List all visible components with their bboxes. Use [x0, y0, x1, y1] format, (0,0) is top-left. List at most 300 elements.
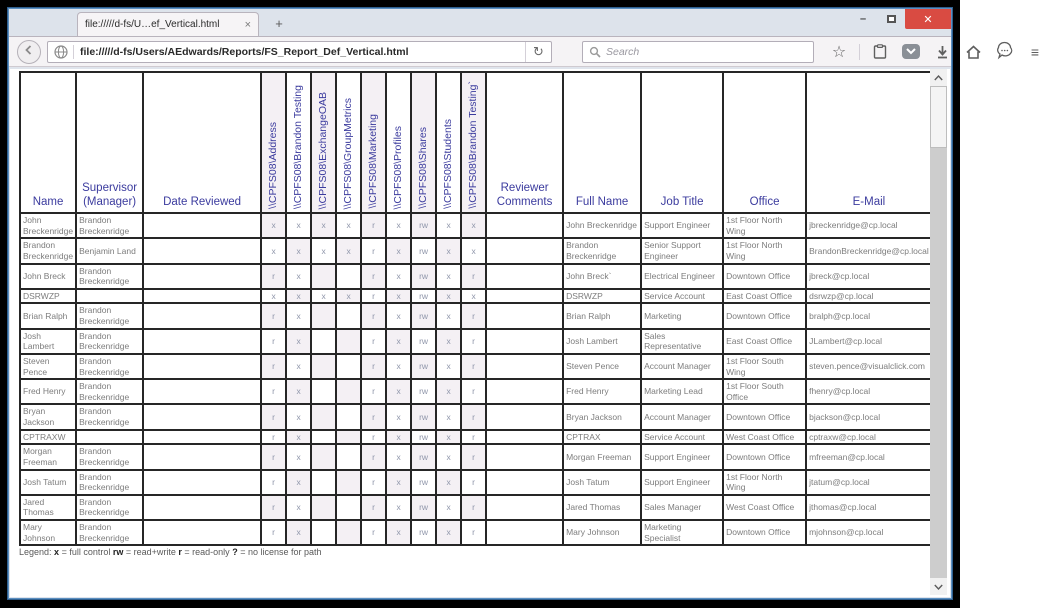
permission-cell: r [361, 520, 386, 545]
permission-cell: r [461, 404, 486, 429]
name-cell: Bryan Jackson [20, 404, 76, 429]
window-controls [849, 9, 951, 29]
legend: Legend: x = full control rw = read+write r = read-only ? = no license for path [19, 547, 322, 558]
permission-cell: rw [411, 404, 436, 429]
permission-cell [336, 329, 361, 354]
column-header: Date Reviewed [143, 72, 261, 213]
toolbar-separator [859, 44, 860, 60]
date-reviewed-cell [143, 264, 261, 289]
permission-cell: x [436, 354, 461, 379]
office-cell: Downtown Office [723, 264, 806, 289]
permission-cell [311, 430, 336, 445]
full-name-cell: Steven Pence [563, 354, 641, 379]
permission-cell: x [386, 430, 411, 445]
full-name-cell: Brandon Breckenridge [563, 238, 641, 263]
name-cell: Brandon Breckenridge [20, 238, 76, 263]
permission-cell: rw [411, 354, 436, 379]
reviewer-comments-cell [486, 379, 563, 404]
permission-cell: r [361, 404, 386, 429]
legend-symbol: ? [232, 547, 238, 558]
email-cell: JLambert@cp.local [806, 329, 932, 354]
permission-cell: x [386, 264, 411, 289]
email-cell: jbreckenridge@cp.local [806, 213, 932, 238]
job-title-cell: Marketing Specialist [641, 520, 723, 545]
table-row [20, 354, 932, 379]
permission-cell: rw [411, 289, 436, 304]
permission-cell: x [336, 213, 361, 238]
date-reviewed-cell [143, 520, 261, 545]
vertical-scrollbar[interactable] [930, 69, 947, 595]
share-path-label: \\CPFS08\ExchangeOAB [317, 91, 330, 209]
share-column-header [436, 72, 461, 213]
download-icon[interactable] [931, 41, 953, 63]
permission-cell: x [286, 354, 311, 379]
date-reviewed-cell [143, 430, 261, 445]
browser-tab[interactable] [77, 12, 259, 36]
email-cell: steven.pence@visualclick.com [806, 354, 932, 379]
job-title-cell: Service Account [641, 289, 723, 304]
new-tab-button[interactable]: + [275, 16, 283, 31]
office-cell: 1st Floor South Wing [723, 354, 806, 379]
name-cell: Fred Henry [20, 379, 76, 404]
share-column-header [386, 72, 411, 213]
close-button[interactable]: ✕ [905, 9, 951, 29]
date-reviewed-cell [143, 470, 261, 495]
permission-cell: rw [411, 303, 436, 328]
share-path-label: \\CPFS08\Shares [417, 127, 430, 209]
permission-cell: r [361, 354, 386, 379]
reviewer-comments-cell [486, 520, 563, 545]
permission-cell: r [261, 303, 286, 328]
report-table [19, 71, 933, 546]
column-header: Name [20, 72, 76, 213]
job-title-cell: Support Engineer [641, 470, 723, 495]
back-arrow-icon [23, 44, 35, 59]
permission-cell [311, 470, 336, 495]
browser-window [8, 8, 1040, 599]
job-title-cell: Service Account [641, 430, 723, 445]
permission-cell: x [436, 379, 461, 404]
table-row [20, 495, 932, 520]
permission-cell: x [386, 213, 411, 238]
permission-cell: x [386, 444, 411, 469]
supervisor-cell [76, 430, 143, 445]
share-path-label: \\CPFS08\Marketing [367, 114, 380, 209]
permission-cell: r [261, 520, 286, 545]
name-cell: John Breckenridge [20, 213, 76, 238]
table-row [20, 430, 932, 445]
reviewer-comments-cell [486, 430, 563, 445]
date-reviewed-cell [143, 289, 261, 304]
full-name-cell: CPTRAX [563, 430, 641, 445]
permission-cell: x [461, 238, 486, 263]
permission-cell: x [286, 430, 311, 445]
permission-cell: x [261, 238, 286, 263]
supervisor-cell: Brandon Breckenridge [76, 329, 143, 354]
pocket-badge [902, 44, 920, 59]
permission-cell: x [386, 495, 411, 520]
date-reviewed-cell [143, 444, 261, 469]
reload-icon[interactable]: ↻ [525, 42, 551, 62]
office-cell: East Coast Office [723, 329, 806, 354]
full-name-cell: John Breckenridge [563, 213, 641, 238]
permission-cell [336, 354, 361, 379]
permission-cell: x [311, 238, 336, 263]
permission-cell: rw [411, 520, 436, 545]
permission-cell: x [336, 289, 361, 304]
name-cell: Josh Lambert [20, 329, 76, 354]
date-reviewed-cell [143, 379, 261, 404]
share-column-header [461, 72, 486, 213]
permission-cell [336, 430, 361, 445]
permission-cell: x [286, 520, 311, 545]
table-row [20, 238, 932, 263]
name-cell: Josh Tatum [20, 470, 76, 495]
tab-bar [9, 9, 951, 36]
permission-cell: r [461, 520, 486, 545]
table-row [20, 329, 932, 354]
share-path-label: \\CPFS08\Brandon Testing [292, 84, 305, 209]
permission-cell: x [436, 303, 461, 328]
office-cell: West Coast Office [723, 430, 806, 445]
supervisor-cell: Brandon Breckenridge [76, 444, 143, 469]
permission-cell [311, 303, 336, 328]
permission-cell: x [436, 238, 461, 263]
supervisor-cell: Brandon Breckenridge [76, 379, 143, 404]
email-cell: jbreck@cp.local [806, 264, 932, 289]
permission-cell [336, 264, 361, 289]
permission-cell: r [461, 329, 486, 354]
table-row [20, 213, 932, 238]
tab-close-icon[interactable]: × [244, 18, 251, 31]
supervisor-cell: Brandon Breckenridge [76, 354, 143, 379]
reviewer-comments-cell [486, 303, 563, 328]
full-name-cell: John Breck` [563, 264, 641, 289]
supervisor-cell: Brandon Breckenridge [76, 520, 143, 545]
supervisor-cell [76, 289, 143, 304]
full-name-cell: Brian Ralph [563, 303, 641, 328]
reviewer-comments-cell [486, 238, 563, 263]
reviewer-comments-cell [486, 495, 563, 520]
search-placeholder: Search [606, 45, 640, 58]
url-bar[interactable] [47, 41, 552, 63]
permission-cell: x [386, 329, 411, 354]
date-reviewed-cell [143, 238, 261, 263]
permission-cell: x [386, 404, 411, 429]
email-cell: mfreeman@cp.local [806, 444, 932, 469]
permission-cell: rw [411, 444, 436, 469]
name-cell: Brian Ralph [20, 303, 76, 328]
maximize-icon [887, 15, 896, 23]
permission-cell: x [436, 213, 461, 238]
permission-cell: x [286, 303, 311, 328]
column-header: Job Title [641, 72, 723, 213]
permission-cell: rw [411, 379, 436, 404]
full-name-cell: Josh Tatum [563, 470, 641, 495]
column-header: Supervisor (Manager) [76, 72, 143, 213]
permission-cell: r [261, 430, 286, 445]
email-cell: bjackson@cp.local [806, 404, 932, 429]
legend-symbol: r [178, 547, 182, 558]
permission-cell: x [436, 430, 461, 445]
reviewer-comments-cell [486, 264, 563, 289]
search-icon [589, 46, 601, 58]
table-row [20, 264, 932, 289]
permission-cell: x [436, 264, 461, 289]
permission-cell [336, 379, 361, 404]
permission-cell [336, 444, 361, 469]
permission-cell: x [286, 379, 311, 404]
permission-cell: x [286, 404, 311, 429]
job-title-cell: Account Manager [641, 404, 723, 429]
date-reviewed-cell [143, 495, 261, 520]
reviewer-comments-cell [486, 444, 563, 469]
permission-cell: x [286, 470, 311, 495]
reviewer-comments-cell [486, 470, 563, 495]
navigation-toolbar [9, 36, 1040, 67]
permission-cell: x [386, 379, 411, 404]
permission-cell: x [386, 470, 411, 495]
permission-cell: r [361, 379, 386, 404]
table-row [20, 303, 932, 328]
office-cell: 1st Floor North Wing [723, 213, 806, 238]
office-cell: West Coast Office [723, 495, 806, 520]
home-icon[interactable] [962, 41, 984, 63]
permission-cell: r [361, 238, 386, 263]
header-row [20, 72, 932, 213]
search-bar[interactable] [582, 41, 814, 63]
permission-cell: x [436, 404, 461, 429]
table-row [20, 379, 932, 404]
permission-cell: r [461, 379, 486, 404]
column-header: Office [723, 72, 806, 213]
permission-cell [311, 520, 336, 545]
feedback-chat-icon[interactable] [993, 41, 1015, 63]
table-row [20, 404, 932, 429]
permission-cell: x [261, 213, 286, 238]
date-reviewed-cell [143, 213, 261, 238]
url-text[interactable]: file://///d-fs/Users/AEdwards/Reports/FS_Report_Def_Vertical.html [80, 45, 409, 58]
supervisor-cell: Brandon Breckenridge [76, 470, 143, 495]
office-cell: 1st Floor North Wing [723, 238, 806, 263]
permission-cell: r [461, 430, 486, 445]
share-path-label: \\CPFS08\Profiles [392, 125, 405, 209]
permission-cell [336, 404, 361, 429]
column-header: E-Mail [806, 72, 932, 213]
name-cell: Morgan Freeman [20, 444, 76, 469]
permission-cell: x [386, 238, 411, 263]
job-title-cell: Marketing Lead [641, 379, 723, 404]
name-cell: Jared Thomas [20, 495, 76, 520]
permission-cell [311, 329, 336, 354]
maximize-button[interactable] [877, 9, 905, 29]
permission-cell: x [386, 303, 411, 328]
job-title-cell: Electrical Engineer [641, 264, 723, 289]
permission-cell: rw [411, 264, 436, 289]
permission-cell: x [286, 238, 311, 263]
reviewer-comments-cell [486, 289, 563, 304]
permission-cell: r [261, 264, 286, 289]
permission-cell: rw [411, 430, 436, 445]
page-content [10, 69, 950, 597]
permission-cell: x [386, 520, 411, 545]
permission-cell [311, 379, 336, 404]
email-cell: jtatum@cp.local [806, 470, 932, 495]
email-cell: bralph@cp.local [806, 303, 932, 328]
permission-cell: rw [411, 495, 436, 520]
permission-cell: rw [411, 470, 436, 495]
globe-icon [54, 45, 68, 59]
date-reviewed-cell [143, 354, 261, 379]
permission-cell: r [261, 444, 286, 469]
permission-cell: r [261, 470, 286, 495]
job-title-cell: Senior Support Engineer [641, 238, 723, 263]
permission-cell: x [336, 238, 361, 263]
reading-list-icon[interactable] [869, 41, 891, 63]
back-button[interactable] [17, 40, 41, 64]
share-column-header [286, 72, 311, 213]
permission-cell [311, 264, 336, 289]
table-row [20, 289, 932, 304]
office-cell: Downtown Office [723, 404, 806, 429]
office-cell: East Coast Office [723, 289, 806, 304]
permission-cell: r [361, 470, 386, 495]
toolbar-icons [828, 41, 1046, 63]
name-cell: CPTRAXW [20, 430, 76, 445]
permission-cell: x [436, 289, 461, 304]
permission-cell: r [361, 495, 386, 520]
bookmark-star-icon[interactable]: ☆ [831, 43, 847, 61]
share-column-header [361, 72, 386, 213]
legend-symbol: rw [112, 547, 124, 558]
permission-cell: x [386, 354, 411, 379]
full-name-cell: DSRWZP [563, 289, 641, 304]
supervisor-cell: Brandon Breckenridge [76, 303, 143, 328]
table-row [20, 444, 932, 469]
permission-cell: rw [411, 238, 436, 263]
permission-cell: x [436, 520, 461, 545]
share-path-label: \\CPFS08\Brandon Testing` [467, 81, 480, 209]
supervisor-cell: Brandon Breckenridge [76, 213, 143, 238]
email-cell: jthomas@cp.local [806, 495, 932, 520]
share-column-header [311, 72, 336, 213]
permission-cell: r [261, 354, 286, 379]
minimize-button[interactable]: – [859, 13, 867, 25]
permission-cell: x [286, 213, 311, 238]
scroll-up-button[interactable] [930, 69, 947, 86]
scrollbar-thumb[interactable] [930, 86, 947, 148]
permission-cell: x [286, 289, 311, 304]
permission-cell: r [461, 264, 486, 289]
supervisor-cell: Benjamin Land [76, 238, 143, 263]
permission-cell: x [261, 289, 286, 304]
permission-cell: x [436, 444, 461, 469]
name-cell: Mary Johnson [20, 520, 76, 545]
job-title-cell: Support Engineer [641, 444, 723, 469]
permission-cell: r [461, 495, 486, 520]
reviewer-comments-cell [486, 354, 563, 379]
name-cell: John Breck [20, 264, 76, 289]
permission-cell: r [361, 430, 386, 445]
supervisor-cell: Brandon Breckenridge [76, 264, 143, 289]
permission-cell: rw [411, 213, 436, 238]
permission-cell: r [461, 444, 486, 469]
permission-cell [336, 520, 361, 545]
reviewer-comments-cell [486, 213, 563, 238]
permission-cell: x [286, 264, 311, 289]
permission-cell [311, 354, 336, 379]
email-cell: mjohnson@cp.local [806, 520, 932, 545]
office-cell: 1st Floor North Wing [723, 470, 806, 495]
permission-cell: r [461, 354, 486, 379]
permission-cell: x [436, 329, 461, 354]
reviewer-comments-cell [486, 404, 563, 429]
column-header: Reviewer Comments [486, 72, 563, 213]
share-path-label: \\CPFS08\GroupMetrics [342, 97, 355, 209]
share-column-header [261, 72, 286, 213]
office-cell: Downtown Office [723, 303, 806, 328]
email-cell: cptraxw@cp.local [806, 430, 932, 445]
permission-cell [311, 495, 336, 520]
url-separator [73, 45, 74, 59]
tab-title: file://///d-fs/U…ef_Vertical.html [85, 19, 220, 30]
email-cell: fhenry@cp.local [806, 379, 932, 404]
full-name-cell: Mary Johnson [563, 520, 641, 545]
office-cell: Downtown Office [723, 520, 806, 545]
date-reviewed-cell [143, 329, 261, 354]
supervisor-cell: Brandon Breckenridge [76, 495, 143, 520]
permission-cell: r [261, 329, 286, 354]
permission-cell: x [461, 213, 486, 238]
permission-cell [336, 495, 361, 520]
permission-cell [336, 303, 361, 328]
permission-cell: rw [411, 329, 436, 354]
office-cell: 1st Floor South Office [723, 379, 806, 404]
permission-cell: x [386, 289, 411, 304]
job-title-cell: Account Manager [641, 354, 723, 379]
table-row [20, 520, 932, 545]
table-row [20, 470, 932, 495]
email-cell: BrandonBreckenridge@cp.local [806, 238, 932, 263]
permission-cell [311, 444, 336, 469]
share-path-label: \\CPFS08\Address [267, 122, 280, 209]
legend-symbol: x [54, 547, 60, 558]
permission-cell: r [361, 303, 386, 328]
pocket-icon[interactable] [900, 41, 922, 63]
full-name-cell: Jared Thomas [563, 495, 641, 520]
job-title-cell: Sales Representative [641, 329, 723, 354]
share-column-header [336, 72, 361, 213]
permission-cell: x [286, 495, 311, 520]
permission-cell: x [461, 289, 486, 304]
full-name-cell: Morgan Freeman [563, 444, 641, 469]
menu-icon[interactable]: ≡ [1030, 43, 1040, 60]
permission-cell: r [361, 329, 386, 354]
share-path-label: \\CPFS08\Students [442, 119, 455, 209]
full-name-cell: Bryan Jackson [563, 404, 641, 429]
name-cell: DSRWZP [20, 289, 76, 304]
permission-cell: r [361, 213, 386, 238]
permission-cell: r [261, 404, 286, 429]
permission-cell: r [461, 470, 486, 495]
job-title-cell: Support Engineer [641, 213, 723, 238]
supervisor-cell: Brandon Breckenridge [76, 404, 143, 429]
job-title-cell: Sales Manager [641, 495, 723, 520]
permission-cell: r [461, 303, 486, 328]
scroll-down-button[interactable] [930, 578, 947, 595]
name-cell: Steven Pence [20, 354, 76, 379]
permission-cell: x [286, 444, 311, 469]
